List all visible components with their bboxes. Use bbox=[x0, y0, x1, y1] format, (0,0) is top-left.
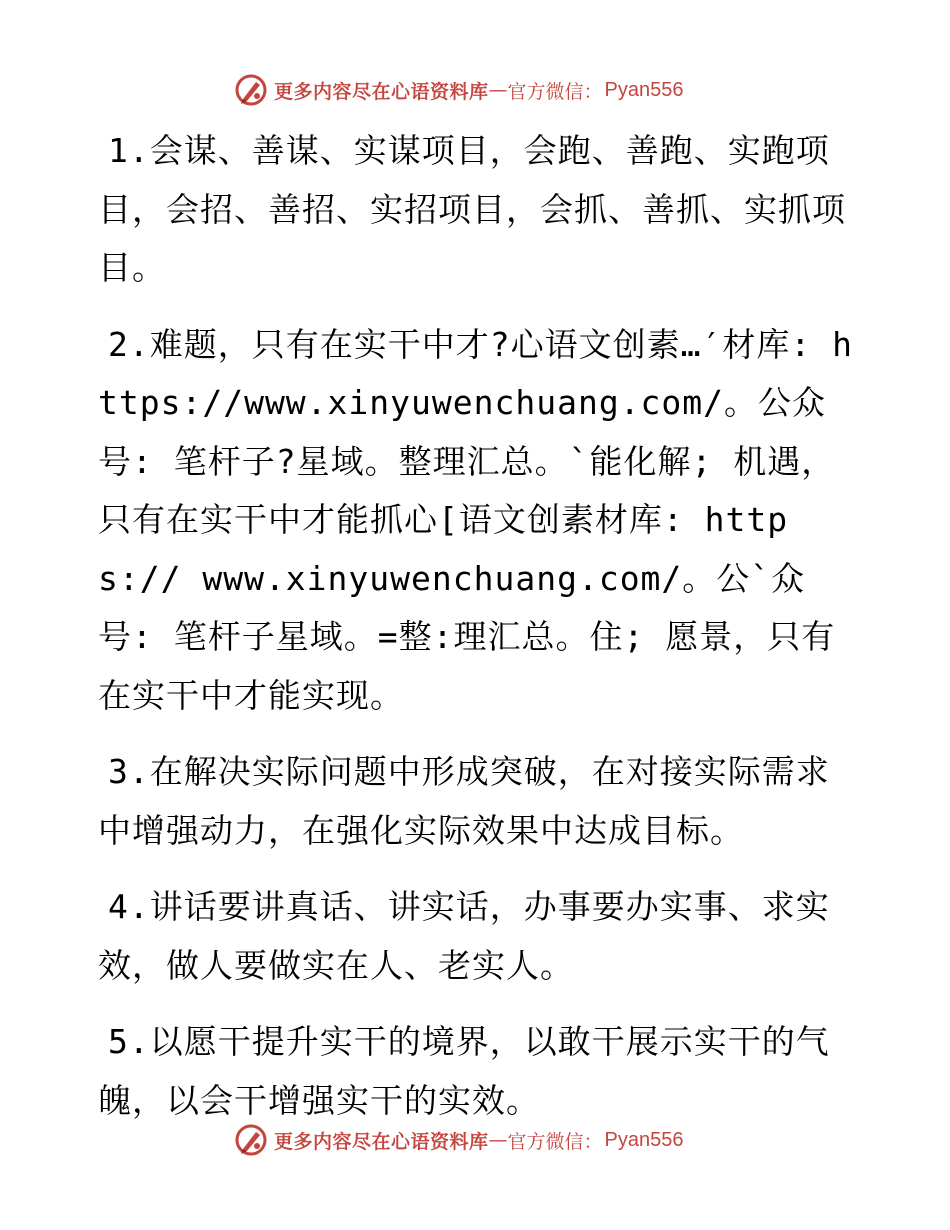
brand-text: 更多内容尽在心语资料库 bbox=[274, 1130, 489, 1153]
paragraph-number: 1. bbox=[108, 131, 150, 170]
separator-dash: — bbox=[488, 1129, 508, 1151]
pen-circle-logo-icon bbox=[234, 73, 268, 107]
footer-banner bbox=[234, 1122, 684, 1158]
pen-circle-logo-icon bbox=[234, 1123, 268, 1157]
paragraph-text: 讲话要讲真话、讲实话，办事要办实事、求实效，做人要做实在人、老实人。 bbox=[98, 887, 830, 985]
wechat-handle: Pyan556 bbox=[604, 78, 684, 101]
separator-dash: — bbox=[488, 79, 508, 101]
brand-text: 更多内容尽在心语资料库 bbox=[274, 80, 489, 103]
paragraph-number: 5. bbox=[108, 1022, 150, 1061]
wechat-handle: Pyan556 bbox=[604, 1128, 684, 1151]
document-body bbox=[98, 122, 858, 1148]
paragraph-text: 以愿干提升实干的境界，以敢干展示实干的气魄，以会干增强实干的实效。 bbox=[98, 1022, 830, 1120]
official-wechat-label: 官方微信： bbox=[507, 1130, 603, 1153]
paragraph-3 bbox=[98, 743, 858, 860]
paragraph-1 bbox=[98, 122, 858, 298]
official-wechat-label: 官方微信： bbox=[507, 80, 603, 103]
paragraph-2 bbox=[98, 316, 858, 726]
header-banner bbox=[234, 72, 684, 108]
paragraph-text: 难题，只有在实干中才?心语文创素…′材库: https://www.xinyuwenchuang.com/。公众号: 笔杆子?星域。整理汇总。`能化解; 机遇，只有在实干中才能抓心[语文创素材库: https:// www.xinyuwenchuang.com/。公`众号: 笔杆子星域。=整:理汇总。住; 愿景，只有在实干中才能实现。 bbox=[98, 324, 853, 715]
paragraph-number: 4. bbox=[108, 887, 150, 926]
paragraph-text: 在解决实际问题中形成突破，在对接实际需求中增强动力，在强化实际效果中达成目标。 bbox=[98, 752, 830, 850]
paragraph-4 bbox=[98, 878, 858, 995]
paragraph-number: 3. bbox=[108, 752, 150, 791]
paragraph-number: 2. bbox=[108, 324, 150, 364]
paragraph-5 bbox=[98, 1013, 858, 1130]
paragraph-text: 会谋、善谋、实谋项目，会跑、善跑、实跑项目，会招、善招、实招项目，会抓、善抓、实抓项目。 bbox=[98, 131, 846, 287]
